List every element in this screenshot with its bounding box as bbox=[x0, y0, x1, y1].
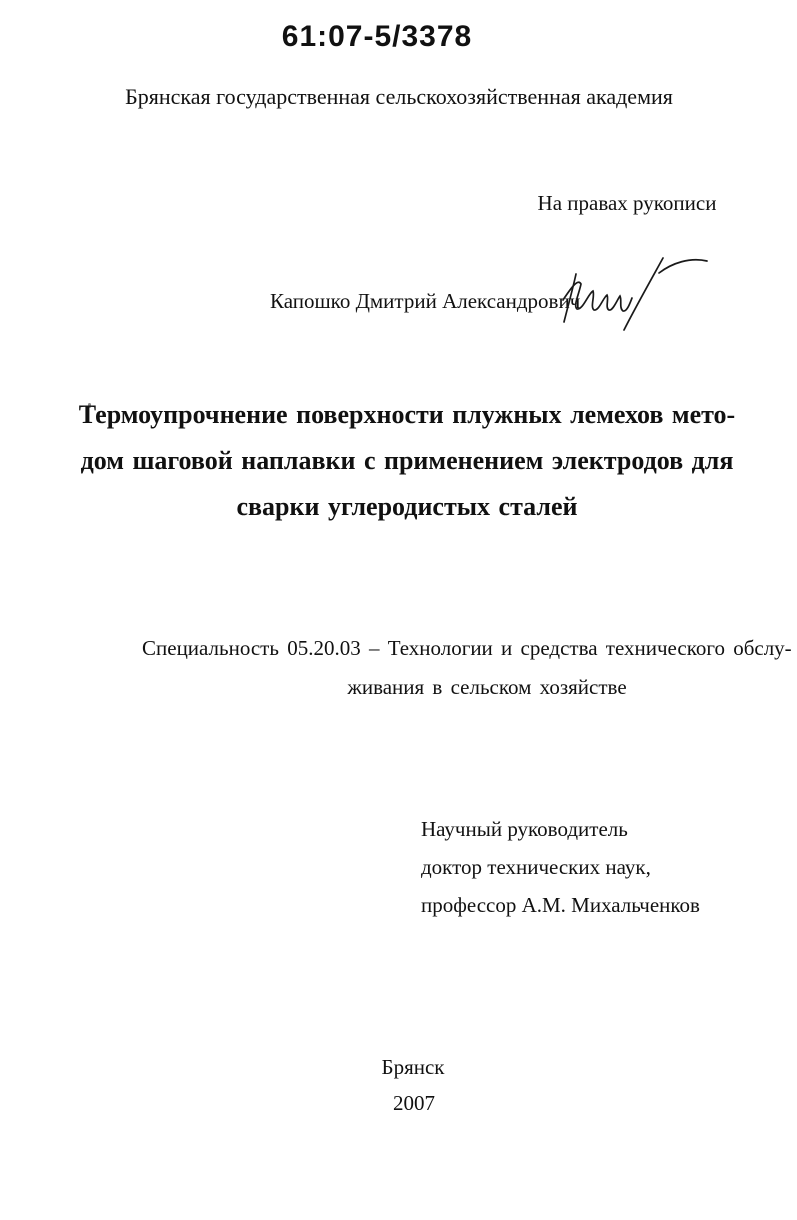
year: 2007 bbox=[393, 1091, 435, 1115]
supervisor-role-label: Научный руководитель bbox=[421, 817, 628, 841]
dissertation-title bbox=[79, 392, 735, 530]
specialty-line-1: Специальность 05.20.03 – Технологии и средства технического обслу- bbox=[142, 636, 792, 660]
author-name: Капошко Дмитрий Александрович bbox=[270, 289, 581, 313]
dissertation-title-line-2: дом шаговой наплавки с применением электродов для bbox=[80, 446, 734, 475]
dissertation-title-line-1: Термоупрочнение поверхности плужных лемехов мето- bbox=[78, 400, 736, 429]
supervisor-degree: доктор технических наук, bbox=[421, 855, 651, 879]
specialty-line-2: живания в сельском хозяйстве bbox=[347, 675, 627, 699]
supervisor-block bbox=[421, 810, 700, 924]
city: Брянск bbox=[381, 1055, 445, 1079]
catalog-number: 61:07-5/3378 bbox=[281, 20, 473, 53]
supervisor-name: профессор А.М. Михальченков bbox=[421, 893, 700, 917]
dissertation-title-line-3: сварки углеродистых сталей bbox=[236, 492, 578, 521]
manuscript-note: На правах рукописи bbox=[537, 191, 717, 215]
institution-name: Брянская государственная сельскохозяйственная академия bbox=[125, 84, 673, 109]
handwritten-signature-icon bbox=[560, 250, 710, 335]
